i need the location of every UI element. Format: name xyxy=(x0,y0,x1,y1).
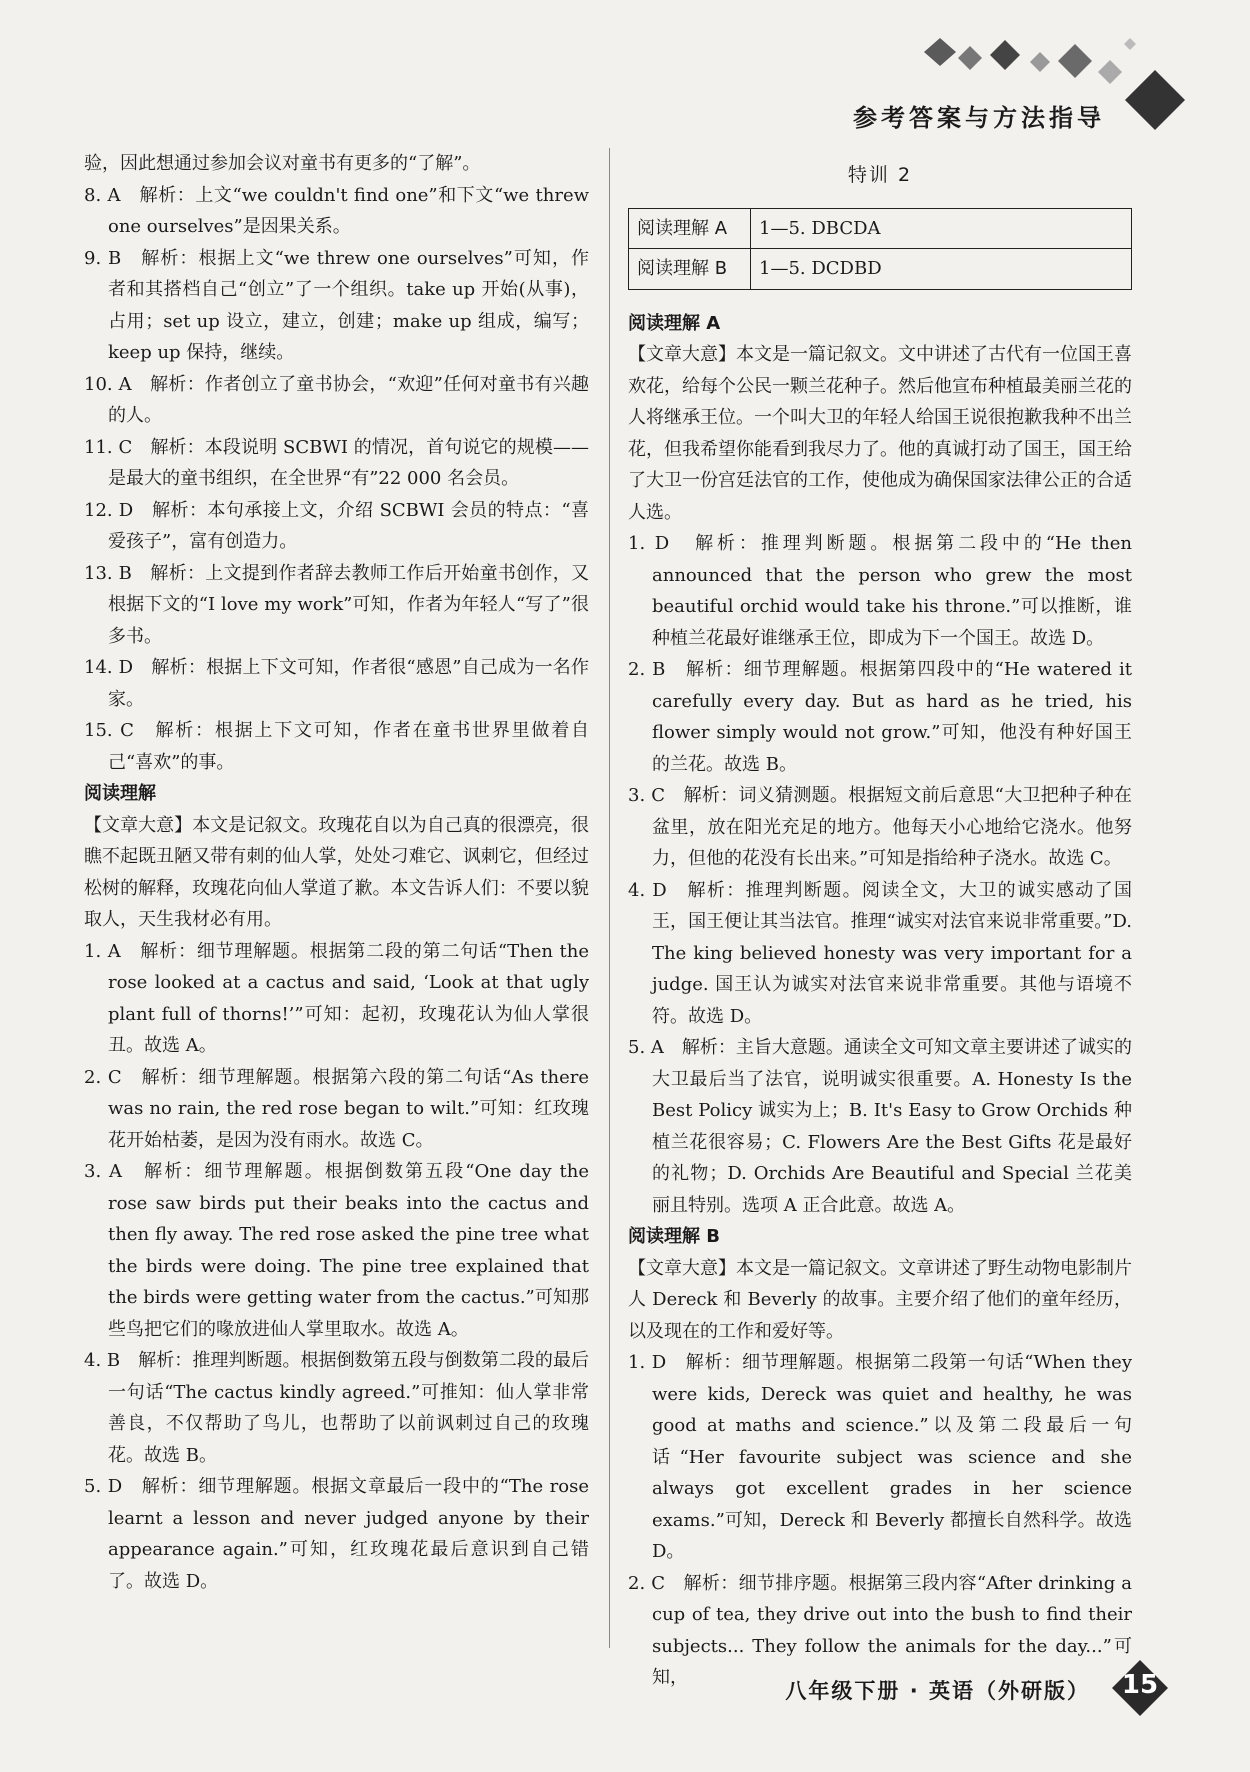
answer-item: 1. D 解析：细节理解题。根据第二段第一句话“When they were kids, Dereck was quiet and healthy, he was good at maths and science.”以及第二段最后一句话“Her favourite subject was science and she always got excellent grades in her science exams.”可知，Dereck 和 Beverly 都擅长自然科学。故选 D。 xyxy=(628,1352,1132,1562)
answer-item: 2. C 解析：细节排序题。根据第三段内容“After drinking a cup of tea, they drive out into the bush to find their subjects... They follow the animals for the day...”可知， xyxy=(628,1572,1132,1688)
page-number: 15 xyxy=(1121,1670,1159,1700)
answer-item: 1. D 解析：推理判断题。根据第二段中的“He then announced that the person who grew the most beautiful orchid would take his throne.”可以推断，谁种植兰花最好谁继承王位，即成为下一个国王。故选 D。 xyxy=(628,533,1132,649)
answer-item: 2. B 解析：细节理解题。根据第四段中的“He watered it carefully every day. But as hard as he tried, his flower simply would not grow.”可知，他没有种好国王的兰花。故选 B。 xyxy=(628,659,1132,775)
section-subtitle: 特训 2 xyxy=(847,164,913,186)
answer-item: 5. D 解析：细节理解题。根据文章最后一段中的“The rose learnt a lesson and never judged anyone by their appearance again.”可知，红玫瑰花最后意识到自己错了。故选 D。 xyxy=(84,1476,589,1592)
right-paragraphs xyxy=(628,308,1132,1694)
footer-title: 八年级下册 · 英语（外研版） xyxy=(785,1679,1090,1703)
answer-table xyxy=(628,208,1132,290)
section-heading: 阅读理解 xyxy=(84,783,156,804)
answer-item: 10. A 解析：作者创立了童书协会，“欢迎”任何对童书有兴趣的人。 xyxy=(84,373,589,426)
answer-value: 1—5. DBCDA xyxy=(751,208,1132,249)
paragraph: 【文章大意】本文是一篇记叙文。文中讲述了古代有一位国王喜欢花，给每个公民一颗兰花种子。然后他宣布种植最美丽兰花的人将继承王位。一个叫大卫的年轻人给国王说很抱歉我种不出兰花，但我希望你能看到我尽力了。他的真诚打动了国王，国王给了大卫一份宫廷法官的工作，使他成为确保国家法律公正的合适人选。 xyxy=(628,344,1132,523)
answer-item: 3. A 解析：细节理解题。根据倒数第五段“One day the rose saw birds put their beaks into the cactus and then fly away. The red rose asked the pine tree what the birds were doing. The pine tree explained that the birds were getting water from the cactus.”可知那些鸟把它们的喙放进仙人掌里取水。故选 A。 xyxy=(84,1161,589,1340)
header-title: 参考答案与方法指导 xyxy=(853,103,1105,132)
section-heading: 阅读理解 A xyxy=(628,312,721,334)
paragraph: 【文章大意】本文是记叙文。玫瑰花自以为自己真的很漂亮，很瞧不起既丑陋又带有刺的仙人掌，处处刁难它、讽刺它，但经过松树的解释，玫瑰花向仙人掌道了歉。本文告诉人们：不要以貌取人，天生我材必有用。 xyxy=(84,814,589,930)
answer-item: 14. D 解析：根据上下文可知，作者很“感恩”自己成为一名作家。 xyxy=(84,657,589,710)
answer-item: 8. A 解析：上文“we couldn't find one”和下文“we threw one ourselves”是因果关系。 xyxy=(84,184,589,237)
section-heading: 阅读理解 B xyxy=(628,1226,720,1247)
answer-item: 12. D 解析：本句承接上文，介绍 SCBWI 会员的特点：“喜爱孩子”，富有创造力。 xyxy=(84,499,589,552)
answer-item: 15. C 解析：根据上下文可知，作者在童书世界里做着自己“喜欢”的事。 xyxy=(84,720,589,773)
paragraph: 【文章大意】本文是一篇记叙文。文章讲述了野生动物电影制片人 Dereck 和 Beverly 的故事。主要介绍了他们的童年经历，以及现在的工作和爱好等。 xyxy=(628,1257,1132,1342)
column-divider xyxy=(609,148,610,1648)
answer-item: 4. D 解析：推理判断题。阅读全文，大卫的诚实感动了国王，国王便让其当法官。推理“诚实对法官来说非常重要。”D. The king believed honesty was very important for a judge. 国王认为诚实对法官来说非常重要。其他与语境不符。故选 D。 xyxy=(628,879,1132,1027)
right-column xyxy=(628,160,1132,1694)
answer-label: 阅读理解 A xyxy=(629,208,751,249)
answer-row xyxy=(629,208,1132,249)
answer-row xyxy=(629,249,1132,290)
paragraph: 验，因此想通过参加会议对童书有更多的“了解”。 xyxy=(84,153,481,174)
answer-item: 5. A 解析：主旨大意题。通读全文可知文章主要讲述了诚实的大卫最后当了法官，说明诚实很重要。A. Honesty Is the Best Policy 诚实为上；B. It's Easy to Grow Orchids 种植兰花很容易；C. Flowers Are the Best Gifts 花是最好的礼物；D. Orchids Are Beautiful and Special 兰花美丽且特别。选项 A 正合此意。故选 A。 xyxy=(628,1037,1132,1216)
answer-item: 2. C 解析：细节理解题。根据第六段的第二句话“As there was no rain, the red rose began to wilt.”可知：红玫瑰花开始枯萎，是因为没有雨水。故选 C。 xyxy=(84,1066,589,1151)
answer-item: 11. C 解析：本段说明 SCBWI 的情况，首句说它的规模——是最大的童书组织，在全世界“有”22 000 名会员。 xyxy=(84,436,589,489)
answer-item: 13. B 解析：上文提到作者辞去教师工作后开始童书创作，又根据下文的“I love my work”可知，作者为年轻人“写了”很多书。 xyxy=(84,562,589,647)
answer-value: 1—5. DCDBD xyxy=(751,249,1132,290)
answer-item: 9. B 解析：根据上文“we threw one ourselves”可知，作者和其搭档自己“创立”了一个组织。take up 开始(从事)，占用；set up 设立，建立，创建；make up 组成，编写；keep up 保持，继续。 xyxy=(84,247,589,363)
answer-item: 3. C 解析：词义猜测题。根据短文前后意思“大卫把种子种在盆里，放在阳光充足的地方。他每天小心地给它浇水。他努力，但他的花没有长出来。”可知是指给种子浇水。故选 C。 xyxy=(628,785,1132,869)
answer-item: 4. B 解析：推理判断题。根据倒数第五段与倒数第二段的最后一句话“The cactus kindly agreed.”可推知：仙人掌非常善良，不仅帮助了鸟儿，也帮助了以前讽刺过自己的玫瑰花。故选 B。 xyxy=(84,1350,589,1466)
answer-label: 阅读理解 B xyxy=(629,249,751,290)
left-column xyxy=(84,148,589,1597)
answer-item: 1. A 解析：细节理解题。根据第二段的第二句话“Then the rose looked at a cactus and said, ‘Look at that ugly plant full of thorns!’”可知：起初，玫瑰花认为仙人掌很丑。故选 A。 xyxy=(84,940,589,1056)
